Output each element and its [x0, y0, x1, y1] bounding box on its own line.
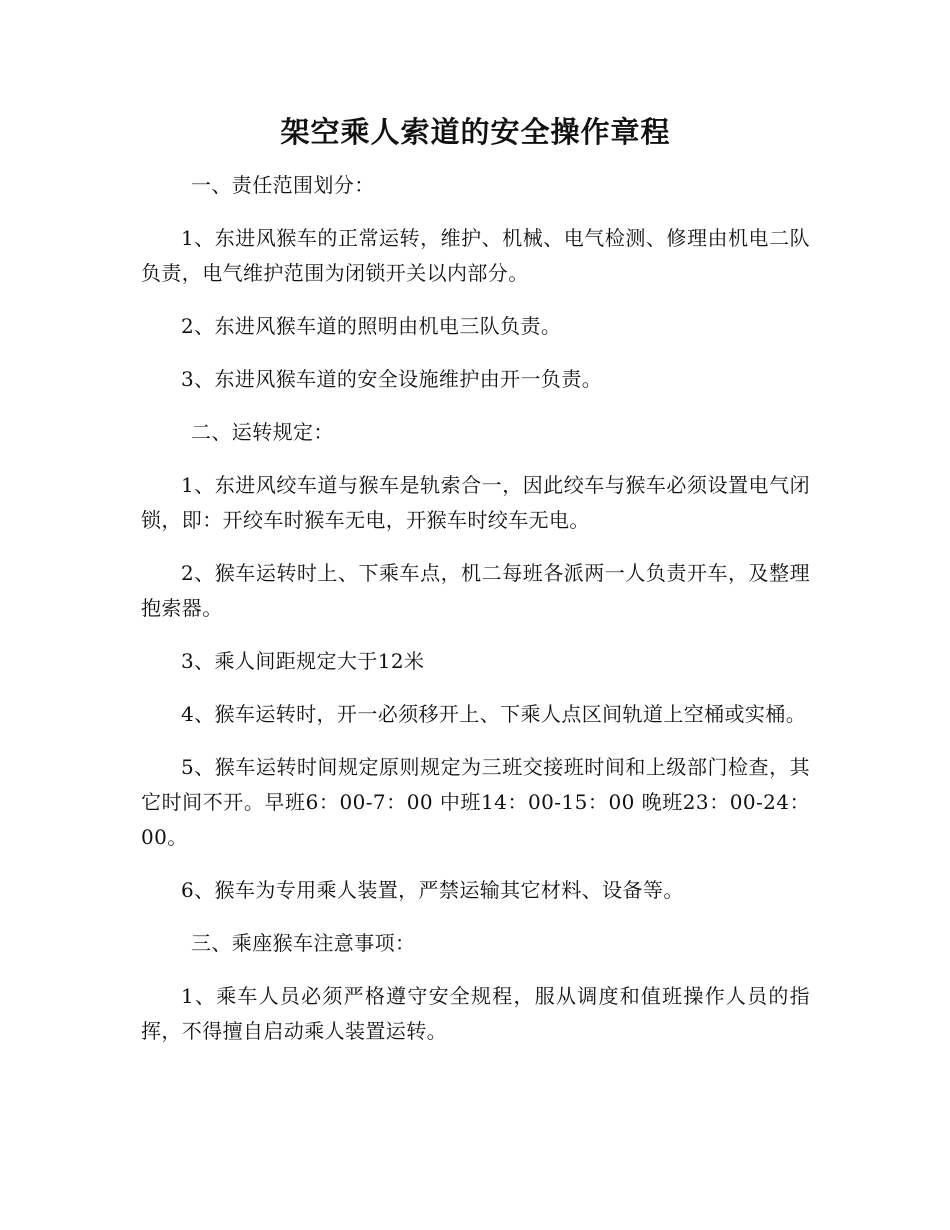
section-heading-riding-notes: 三、乘座猴车注意事项：	[191, 931, 416, 955]
paragraph-responsibility-1: 1、东进风猴车的正常运转，维护、机械、电气检测、修理由机电二队负责，电气维护范围为闭锁开关以内部分。	[141, 226, 810, 285]
paragraph-riding-notes-1: 1、乘车人员必须严格遵守安全规程，服从调度和值班操作人员的指挥，不得擅自启动乘人装置运转。	[141, 984, 810, 1043]
paragraph-responsibility-2: 2、东进风猴车道的照明由机电三队负责。	[181, 314, 562, 338]
paragraph-operation-3: 3、乘人间距规定大于12米	[181, 649, 425, 673]
paragraph-operation-2: 2、猴车运转时上、下乘车点，机二每班各派两一人负责开车，及整理抱索器。	[141, 561, 810, 620]
paragraph-operation-6: 6、猴车为专用乘人装置，严禁运输其它材料、设备等。	[181, 878, 684, 902]
document-title: 架空乘人索道的安全操作章程	[280, 115, 671, 149]
paragraph-operation-4: 4、猴车运转时，开一必须移开上、下乘人点区间轨道上空桶或实桶。	[181, 702, 807, 726]
section-heading-operation: 二、运转规定：	[191, 420, 334, 444]
paragraph-operation-1: 1、东进风绞车道与猴车是轨索合一，因此绞车与猴车必须设置电气闭锁，即：开绞车时猴车无电，开猴车时绞车无电。	[141, 473, 810, 532]
paragraph-responsibility-3: 3、东进风猴车道的安全设施维护由开一负责。	[181, 367, 603, 391]
section-heading-responsibility: 一、责任范围划分：	[191, 173, 375, 197]
paragraph-operation-5: 5、猴车运转时间规定原则规定为三班交接班时间和上级部门检查，其它时间不开。早班6：00-7：00 中班14：00-15：00 晚班23：00-24：00。	[141, 755, 810, 849]
